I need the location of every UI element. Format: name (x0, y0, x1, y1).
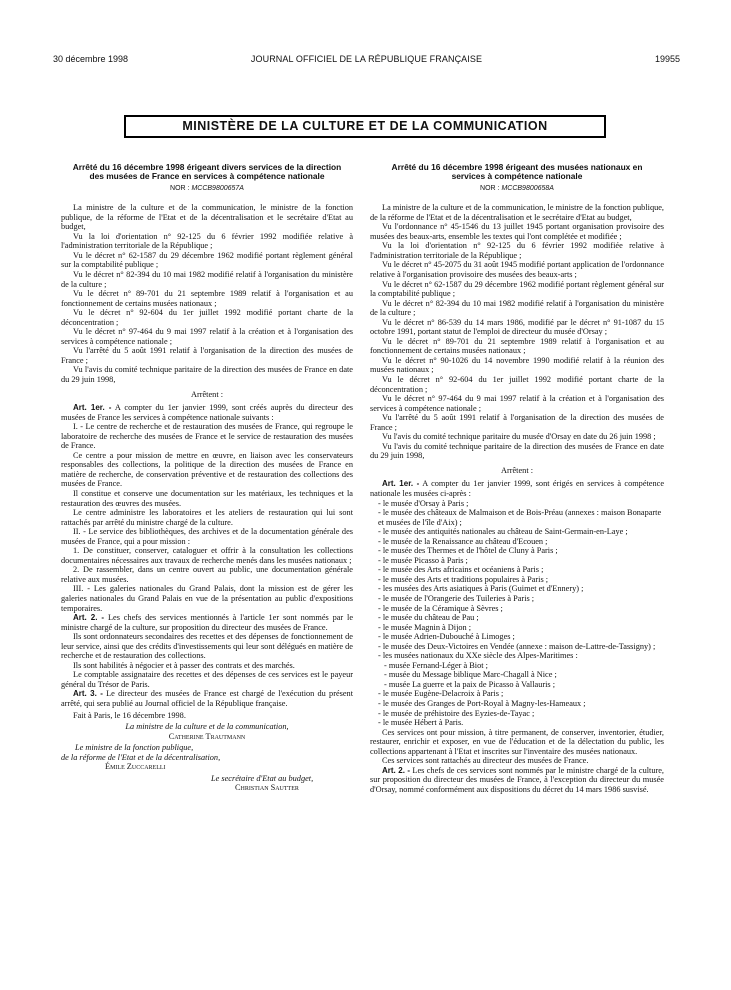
paragraph: Ces services sont rattachés au directeur des musées de France. (382, 756, 589, 766)
signatory-name: Christian Sautter (235, 783, 299, 793)
paragraph: Vu le décret n° 86-539 du 14 mars 1986, modifié par le décret n° 91-1087 du 15 octobre 1991, portant statut de l'emploi de directeur du musée d'Orsay ; (370, 317, 664, 337)
list-item: - les musées des Arts asiatiques à Paris (Guimet et d'Ennery) ; (378, 584, 584, 594)
paragraph: Vu le décret n° 62-1587 du 29 décembre 1962 modifié portant règlement général sur la comptabilité publique ; (61, 250, 353, 270)
paragraph: Vu l'avis du comité technique paritaire de la direction des musées de France en date du 29 juin 1998, (370, 441, 664, 461)
paragraph: Vu le décret n° 97-464 du 9 mai 1997 relatif à la création et à l'organisation des services à compétence nationale ; (61, 327, 353, 346)
paragraph: Vu l'arrêté du 5 août 1991 relatif à l'organisation de la direction des musées de France ; (61, 346, 353, 365)
paragraph: I. - Le centre de recherche et de restauration des musées de France, qui regroupe le laboratoire de recherche des musées de France et le service de restauration des musées de France. (61, 422, 353, 451)
paragraph: Vu le décret n° 89-701 du 21 septembre 1989 relatif à l'organisation et au fonctionnement de certains musées nationaux ; (61, 289, 353, 308)
sub-list-item: - musée Fernand-Léger à Biot ; (384, 660, 488, 670)
list-item: - le musée des Arts africains et océaniens à Paris ; (378, 565, 544, 575)
paragraph: Le comptable assignataire des recettes et des dépenses de ces services est le payeur général du Trésor de Paris. (61, 670, 353, 689)
list-item: - le musée des châteaux de Malmaison et de Bois-Préau (annexes : maison Bonaparte et musées de l'île d'Aix) ; (378, 508, 662, 527)
signatory-title: La ministre de la culture et de la communication, (125, 722, 289, 732)
paragraph: 1. De constituer, conserver, cataloguer et offrir à la consultation les collections documentaires nécessaires aux travaux de recherche menés dans les musées nationaux ; (61, 546, 353, 565)
paragraph: Ces services ont pour mission, à titre permanent, de conserver, inventorier, étudier, restaurer, enrichir et exposer, en vue de l'éducation et de la délectation du public, les collections appartenant à l'Etat et inscrites sur l'inventaire des musées nationaux. (370, 727, 664, 756)
paragraph: Vu la loi d'orientation n° 92-125 du 6 février 1992 modifiée relative à l'administration territoriale de la République ; (61, 231, 353, 251)
paragraph: Ils sont ordonnateurs secondaires des recettes et des dépenses de fonctionnement de leur service, ainsi que des crédits d'investissements qui leur sont délégués en matière de recherche et de restauration des collections. (61, 632, 353, 661)
paragraph: Vu le décret n° 92-604 du 1er juillet 1992 modifié portant charte de la déconcentration ; (370, 374, 664, 394)
list-item: - le musée d'Orsay à Paris ; (378, 498, 469, 508)
nor-reference: NOR : MCCB9800657A (170, 184, 244, 192)
signatory-title: Le secrétaire d'Etat au budget, (211, 773, 314, 783)
paragraph: 2. De rassembler, dans un centre ouvert au public, une documentation générale relative aux musées. (61, 565, 353, 584)
ministry-title: MINISTÈRE DE LA CULTURE ET DE LA COMMUNICATION (124, 115, 606, 138)
nor-reference: NOR : MCCB9800658A (480, 184, 554, 192)
left-column (61, 163, 353, 793)
paragraph: Vu le décret n° 89-701 du 21 septembre 1989 relatif à l'organisation et au fonctionnement de certains musées nationaux ; (370, 336, 664, 356)
paragraph: Le centre administre les laboratoires et les ateliers de restauration qui lui sont rattachés par arrêté du ministre chargé de la culture. (61, 508, 353, 527)
paragraph: Vu le décret n° 45-2075 du 31 août 1945 modifié portant application de l'ordonnance relative à l'organisation provisoire des musées des beaux-arts ; (370, 260, 664, 279)
list-item: - le musée des Deux-Victoires en Vendée (annexe : maison de-Lattre-de-Tassigny) ; (378, 641, 656, 651)
list-item: - le musée des antiquités nationales au château de Saint-Germain-en-Laye ; (378, 527, 628, 537)
paragraph: La ministre de la culture et de la communication, le ministre de la fonction publique, de la réforme de l'Etat et de la décentralisation et le secrétaire d'Etat au budget, (61, 203, 353, 232)
article-3: Art. 3. - Le directeur des musées de France est chargé de l'exécution du présent arrêté, qui sera publié au Journal officiel de la République française. (61, 689, 354, 709)
paragraph: Vu le décret n° 92-604 du 1er juillet 1992 modifié portant charte de la déconcentration ; (61, 308, 353, 327)
sub-list-item: - musée La guerre et la paix de Picasso à Vallauris ; (384, 679, 556, 689)
paragraph: Vu le décret n° 62-1587 du 29 décembre 1962 modifié portant règlement général sur la comptabilité publique ; (370, 279, 664, 299)
page-header (53, 54, 680, 68)
list-item: - le musée du château de Pau ; (378, 613, 479, 623)
paragraph: Ils sont habilités à négocier et à passer des contrats et des marchés. (73, 660, 295, 670)
header-page-number: 19955 (654, 54, 680, 64)
signatory-title: de la réforme de l'Etat et de la décentralisation, (61, 752, 221, 762)
list-item: - le musée des Thermes et de l'hôtel de Cluny à Paris ; (378, 546, 558, 556)
list-item: - le musée Hébert à Paris. (378, 718, 464, 728)
paragraph: Vu le décret n° 97-464 du 9 mai 1997 relatif à la création et à l'organisation des services à compétence nationale ; (370, 394, 664, 413)
arretent: Arrêtent : (190, 389, 224, 399)
right-column (370, 163, 664, 795)
paragraph: La ministre de la culture et de la communication, le ministre de la fonction publique, de la réforme de l'Etat et de la décentralisation et le secrétaire d'Etat au budget, (370, 203, 664, 222)
header-date: 30 décembre 1998 (53, 54, 129, 64)
list-item: - le musée Picasso à Paris ; (378, 555, 468, 565)
list-item: - le musée de l'Orangerie des Tuileries à Paris ; (378, 594, 535, 604)
paragraph: Il constitue et conserve une documentation sur les matériaux, les techniques et la restauration des œuvres des musées. (61, 489, 353, 508)
paragraph: Vu l'ordonnance n° 45-1546 du 13 juillet 1945 portant organisation provisoire des musées des beaux-arts, ensemble les textes qui l'ont complétée et modifiée ; (370, 222, 664, 241)
signature-date: Fait à Paris, le 16 décembre 1998. (73, 710, 186, 720)
article-1: Art. 1er. - A compter du 1er janvier 1999, sont créés auprès du directeur des musées de France les services à compétence nationale suivants : (61, 403, 353, 422)
list-item: - le musée de la Renaissance au château d'Ecouen ; (378, 536, 548, 546)
signatory-title: Le ministre de la fonction publique, (75, 743, 194, 753)
list-item: - le musée des Arts et traditions populaires à Paris ; (378, 574, 549, 584)
article-2: Art. 2. - Les chefs des services mentionnés à l'article 1er sont nommés par le ministre chargé de la culture, sur proposition du directeur des musées de France. (61, 613, 353, 632)
paragraph: Vu l'arrêté du 5 août 1991 relatif à l'organisation de la direction des musées de France ; (370, 413, 664, 432)
paragraph: II. - Le service des bibliothèques, des archives et de la documentation générale des musées de France, qui a pour mission : (61, 527, 353, 546)
paragraph: Vu l'avis du comité technique paritaire de la direction des musées de France en date du 29 juin 1998, (61, 365, 353, 384)
paragraph: Vu la loi d'orientation n° 92-125 du 6 février 1992 modifiée relative à l'administration territoriale de la République ; (370, 241, 664, 260)
article-2: Art. 2. - Les chefs de ces services sont nommés par le ministre chargé de la culture, sur proposition du directeur des musées de France, à l'exception du directeur du musée d'Orsay, nommé conformément aux dispositions du décret du 14 mars 1986 susvisé. (370, 765, 665, 794)
list-item: - le musée Eugène-Delacroix à Paris ; (378, 689, 504, 699)
paragraph: Vu l'avis du comité technique paritaire du musée d'Orsay en date du 26 juin 1998 ; (382, 432, 656, 442)
signatory-name: Émile Zuccarelli (105, 762, 166, 772)
paragraph: Vu le décret n° 82-394 du 10 mai 1982 modifié relatif à l'organisation du ministère de la culture ; (61, 269, 353, 289)
sub-list-item: - musée du Message biblique Marc-Chagall à Nice ; (384, 670, 557, 680)
article-1: Art. 1er. - A compter du 1er janvier 1999, sont érigés en services à compétence nationale les musées ci-après : (370, 479, 665, 498)
paragraph: Ce centre a pour mission de mettre en œuvre, en liaison avec les conservateurs responsables des collections, la politique de la direction des musées de France en matière de recherche, de conservation préventive et de restauration des collections des musées de France. (61, 450, 353, 489)
list-item: - le musée de préhistoire des Eyzies-de-Tayac ; (378, 708, 535, 718)
signatory-name: Catherine Trautmann (168, 731, 246, 741)
list-item: - les musées nationaux du XXe siècle des Alpes-Maritimes : (378, 651, 578, 661)
decree-title: Arrêté du 16 décembre 1998 érigeant divers services de la direction des musées de France en services à compétence nationale (72, 162, 342, 182)
paragraph: Vu le décret n° 82-394 du 10 mai 1982 modifié relatif à l'organisation du ministère de la culture ; (370, 298, 664, 318)
list-item: - le musée Magnin à Dijon ; (378, 622, 472, 632)
header-journal: JOURNAL OFFICIEL DE LA RÉPUBLIQUE FRANÇAISE (250, 54, 483, 64)
list-item: - le musée des Granges de Port-Royal à Magny-les-Hameaux ; (378, 699, 586, 709)
paragraph: Vu le décret n° 90-1026 du 14 novembre 1990 modifié relatif à la réunion des musées nationaux ; (370, 355, 664, 375)
list-item: - le musée Adrien-Dubouché à Limoges ; (378, 632, 515, 642)
decree-title: Arrêté du 16 décembre 1998 érigeant des musées nationaux en services à compétence nationale (391, 162, 643, 182)
arretent: Arrêtent : (500, 465, 534, 475)
paragraph: III. - Les galeries nationales du Grand Palais, dont la mission est de gérer les galeries nationales du Grand Palais en vue de la présentation au public d'expositions temporaires. (61, 584, 353, 613)
list-item: - le musée de la Céramique à Sèvres ; (378, 603, 503, 613)
